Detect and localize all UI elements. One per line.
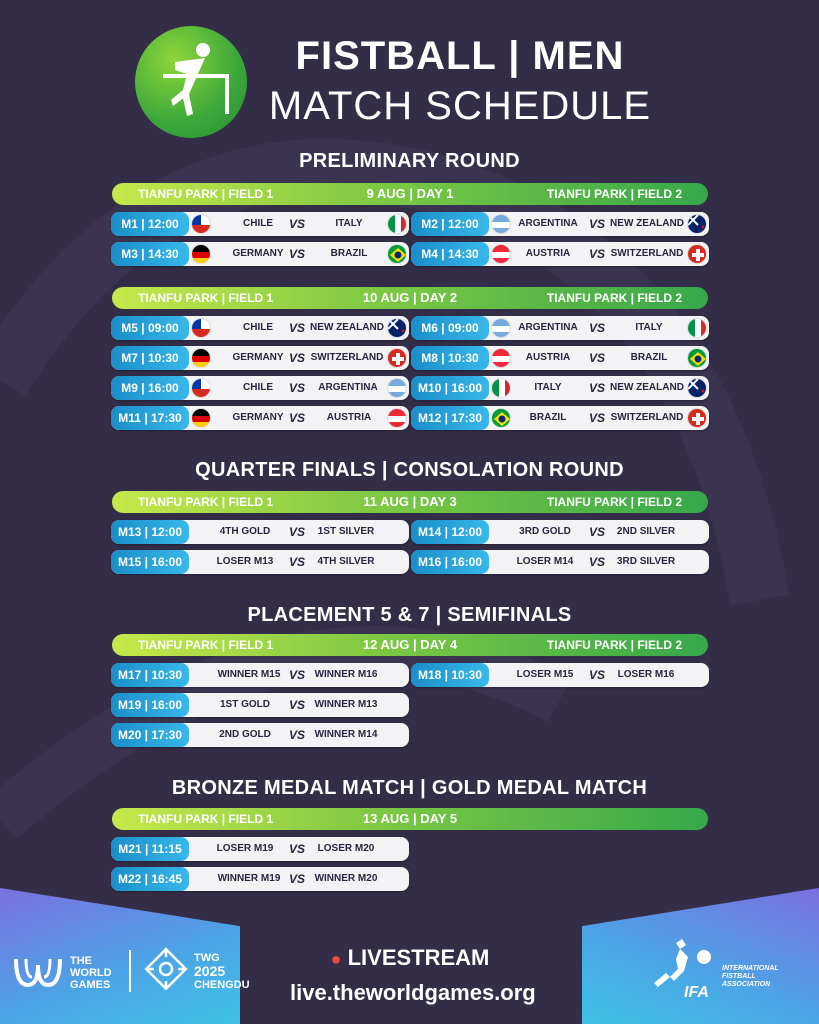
team1: 2ND GOLD — [219, 729, 271, 740]
team1: GERMANY — [232, 412, 284, 423]
match-m2[interactable] — [411, 212, 709, 236]
vs-label: VS — [289, 411, 306, 425]
team1: 3RD GOLD — [519, 526, 571, 537]
match-m21[interactable] — [111, 837, 409, 861]
germany-flag-icon — [191, 408, 211, 428]
field2-label: TIANFU PARK | FIELD 2 — [546, 291, 682, 305]
italy-flag-icon — [387, 214, 407, 234]
ifa-abbr: IFA — [684, 984, 709, 1001]
team1: ITALY — [534, 382, 562, 393]
vs-label: VS — [589, 555, 606, 569]
field1-label: TIANFU PARK | FIELD 1 — [138, 495, 274, 509]
day-label: 12 AUG | DAY 4 — [362, 637, 458, 652]
match-m4[interactable] — [411, 242, 709, 266]
section-title-medal: BRONZE MEDAL MATCH | GOLD MEDAL MATCH — [171, 777, 648, 799]
chile-flag-icon — [191, 318, 211, 338]
team2: ARGENTINA — [318, 382, 378, 393]
match-m10[interactable] — [411, 376, 709, 400]
vs-label: VS — [289, 555, 306, 569]
team2: BRAZIL — [330, 248, 368, 259]
vs-label: VS — [289, 668, 306, 682]
twg-line2: WORLD — [70, 967, 112, 979]
new-zealand-flag-icon — [687, 214, 707, 234]
vs-label: VS — [589, 381, 606, 395]
vs-label: VS — [289, 217, 306, 231]
match-code: M17 | 10:30 — [111, 663, 189, 687]
twg-wordmark — [70, 955, 112, 991]
ifa-wordmark — [722, 965, 779, 989]
team2: WINNER M20 — [314, 873, 378, 884]
day-label: 10 AUG | DAY 2 — [362, 290, 458, 305]
fistball-player-icon — [135, 26, 247, 138]
team1: GERMANY — [232, 248, 284, 259]
brazil-flag-icon — [687, 348, 707, 368]
day-label: 9 AUG | DAY 1 — [366, 186, 454, 201]
team1: LOSER M15 — [516, 669, 574, 680]
twg-line1: THE — [70, 955, 92, 967]
team2: BRAZIL — [630, 352, 668, 363]
brazil-flag-icon — [387, 244, 407, 264]
match-m7[interactable] — [111, 346, 409, 370]
section-title-preliminary: PRELIMINARY ROUND — [299, 150, 520, 172]
match-code: M11 | 17:30 — [111, 406, 189, 430]
team1: WINNER M19 — [217, 873, 281, 884]
match-code: M5 | 09:00 — [111, 316, 189, 340]
ifa-line3: ASSOCIATION — [722, 981, 771, 988]
match-code: M7 | 10:30 — [111, 346, 189, 370]
vs-label: VS — [589, 217, 606, 231]
match-code: M19 | 16:00 — [111, 693, 189, 717]
match-m13[interactable] — [111, 520, 409, 544]
team2: SWITZERLAND — [310, 352, 384, 363]
vs-label: VS — [289, 872, 306, 886]
team2: NEW ZEALAND — [610, 382, 684, 393]
match-m11[interactable] — [111, 406, 409, 430]
match-code: M8 | 10:30 — [411, 346, 489, 370]
vs-label: VS — [589, 525, 606, 539]
argentina-flag-icon — [387, 378, 407, 398]
match-m15[interactable] — [111, 550, 409, 574]
vs-label: VS — [589, 668, 606, 682]
field1-label: TIANFU PARK | FIELD 1 — [138, 291, 274, 305]
match-code: M12 | 17:30 — [411, 406, 489, 430]
vs-label: VS — [289, 381, 306, 395]
section-title-placement: PLACEMENT 5 & 7 | SEMIFINALS — [247, 604, 572, 626]
day-bar-5 — [112, 808, 708, 830]
team2: 3RD SILVER — [616, 556, 676, 567]
livestream-label: LIVESTREAM — [347, 945, 490, 970]
field2-label: TIANFU PARK | FIELD 2 — [546, 638, 682, 652]
match-code: M18 | 10:30 — [411, 663, 489, 687]
brazil-flag-icon — [491, 408, 511, 428]
team1: LOSER M13 — [216, 556, 274, 567]
match-m22[interactable] — [111, 867, 409, 891]
match-code: M14 | 12:00 — [411, 520, 489, 544]
vs-label: VS — [289, 525, 306, 539]
livestream-link[interactable]: live.theworldgames.org — [290, 980, 536, 1005]
switzerland-flag-icon — [687, 408, 707, 428]
new-zealand-flag-icon — [387, 318, 407, 338]
team2: WINNER M14 — [314, 729, 378, 740]
event-wordmark — [194, 952, 250, 991]
team1: WINNER M15 — [217, 669, 281, 680]
italy-flag-icon — [491, 378, 511, 398]
match-code: M20 | 17:30 — [111, 723, 189, 747]
team1: ARGENTINA — [518, 322, 578, 333]
match-code: M1 | 12:00 — [111, 212, 189, 236]
livestream-heading — [300, 945, 520, 971]
match-m12[interactable] — [411, 406, 709, 430]
argentina-flag-icon — [491, 214, 511, 234]
germany-flag-icon — [191, 348, 211, 368]
ifa-line2: FISTBALL — [722, 973, 756, 980]
team1: 4TH GOLD — [219, 526, 271, 537]
team2: 4TH SILVER — [317, 556, 375, 567]
switzerland-flag-icon — [687, 244, 707, 264]
match-code: M15 | 16:00 — [111, 550, 189, 574]
vs-label: VS — [589, 247, 606, 261]
team2: WINNER M16 — [314, 669, 378, 680]
switzerland-flag-icon — [387, 348, 407, 368]
match-m17[interactable] — [111, 663, 409, 687]
day-bar-1 — [112, 183, 708, 205]
live-dot-icon: ● — [330, 949, 342, 969]
section-title-quarter: QUARTER FINALS | CONSOLATION ROUND — [195, 459, 624, 481]
match-m20[interactable] — [111, 723, 409, 747]
vs-label: VS — [589, 351, 606, 365]
team2: 2ND SILVER — [616, 526, 676, 537]
team1: ARGENTINA — [518, 218, 578, 229]
match-code: M2 | 12:00 — [411, 212, 489, 236]
footer-divider — [129, 950, 131, 992]
match-m14[interactable] — [411, 520, 709, 544]
match-m19[interactable] — [111, 693, 409, 717]
team2: ITALY — [335, 218, 363, 229]
vs-label: VS — [289, 321, 306, 335]
day-label: 13 AUG | DAY 5 — [362, 811, 458, 826]
day-bar-2 — [112, 287, 708, 309]
day-bar-4 — [112, 634, 708, 656]
match-code: M4 | 14:30 — [411, 242, 489, 266]
team1: CHILE — [243, 218, 273, 229]
event-line3: CHENGDU — [194, 979, 250, 991]
the-world-games-logo-icon — [12, 955, 64, 991]
match-code: M22 | 16:45 — [111, 867, 189, 891]
match-code: M10 | 16:00 — [411, 376, 489, 400]
event-line2: 2025 — [194, 963, 226, 979]
team1: LOSER M19 — [216, 843, 274, 854]
team2: AUSTRIA — [326, 412, 372, 423]
fistball-logo — [135, 26, 247, 138]
team2: NEW ZEALAND — [610, 218, 684, 229]
team2: 1ST SILVER — [317, 526, 375, 537]
field2-label: TIANFU PARK | FIELD 2 — [546, 187, 682, 201]
team2: ITALY — [635, 322, 663, 333]
team1: GERMANY — [232, 352, 284, 363]
vs-label: VS — [289, 842, 306, 856]
austria-flag-icon — [491, 348, 511, 368]
team1: AUSTRIA — [525, 248, 571, 259]
day-bar-3 — [112, 491, 708, 513]
team1: LOSER M14 — [516, 556, 574, 567]
match-m18[interactable] — [411, 663, 709, 687]
vs-label: VS — [289, 351, 306, 365]
team1: CHILE — [243, 322, 273, 333]
team2: NEW ZEALAND — [310, 322, 384, 333]
vs-label: VS — [589, 321, 606, 335]
field1-label: TIANFU PARK | FIELD 1 — [138, 187, 274, 201]
match-m1[interactable] — [111, 212, 409, 236]
match-code: M6 | 09:00 — [411, 316, 489, 340]
team1: 1ST GOLD — [219, 699, 270, 710]
page-title: FISTBALL | MEN — [295, 34, 625, 78]
team2: WINNER M13 — [314, 699, 378, 710]
team2: LOSER M20 — [317, 843, 375, 854]
page-subtitle: MATCH SCHEDULE — [268, 84, 652, 128]
team1: CHILE — [243, 382, 273, 393]
team2: LOSER M16 — [617, 669, 675, 680]
match-code: M13 | 12:00 — [111, 520, 189, 544]
team2: SWITZERLAND — [610, 412, 684, 423]
vs-label: VS — [289, 247, 306, 261]
argentina-flag-icon — [491, 318, 511, 338]
field1-label: TIANFU PARK | FIELD 1 — [138, 638, 274, 652]
field1-label: TIANFU PARK | FIELD 1 — [138, 812, 274, 826]
austria-flag-icon — [387, 408, 407, 428]
germany-flag-icon — [191, 244, 211, 264]
day-label: 11 AUG | DAY 3 — [363, 494, 457, 509]
match-m6[interactable] — [411, 316, 709, 340]
twg-line3: GAMES — [70, 979, 111, 991]
chile-flag-icon — [191, 214, 211, 234]
field2-label: TIANFU PARK | FIELD 2 — [546, 495, 682, 509]
vs-label: VS — [289, 728, 306, 742]
match-m3[interactable] — [111, 242, 409, 266]
match-m16[interactable] — [411, 550, 709, 574]
vs-label: VS — [289, 698, 306, 712]
team1: AUSTRIA — [525, 352, 571, 363]
event-line1: TWG — [194, 952, 220, 964]
ifa-line1: INTERNATIONAL — [722, 965, 779, 972]
match-code: M9 | 16:00 — [111, 376, 189, 400]
match-m5[interactable] — [111, 316, 409, 340]
match-code: M16 | 16:00 — [411, 550, 489, 574]
new-zealand-flag-icon — [687, 378, 707, 398]
chengdu-emblem-icon — [143, 946, 189, 992]
chile-flag-icon — [191, 378, 211, 398]
italy-flag-icon — [687, 318, 707, 338]
match-code: M3 | 14:30 — [111, 242, 189, 266]
match-m9[interactable] — [111, 376, 409, 400]
match-code: M21 | 11:15 — [111, 837, 189, 861]
match-m8[interactable] — [411, 346, 709, 370]
team2: SWITZERLAND — [610, 248, 684, 259]
team1: BRAZIL — [529, 412, 567, 423]
vs-label: VS — [589, 411, 606, 425]
austria-flag-icon — [491, 244, 511, 264]
